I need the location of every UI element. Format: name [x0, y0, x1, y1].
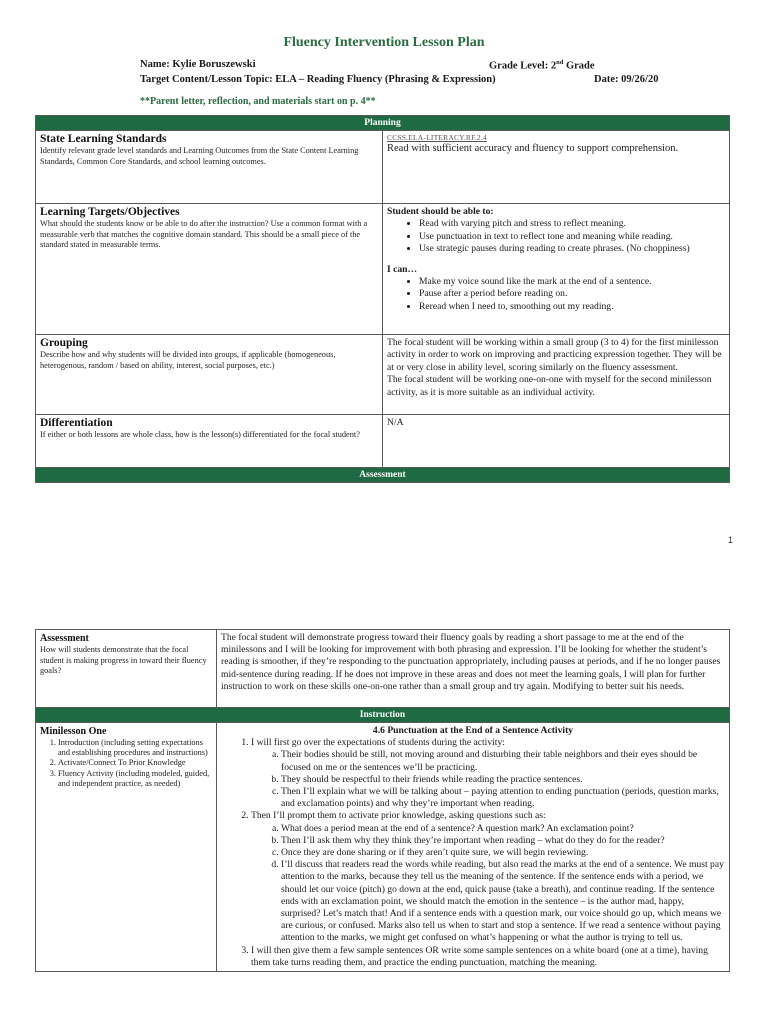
grade-level — [489, 59, 595, 72]
list-item: 1. Introduction (including setting expectations and establishing procedures and instructions) — [58, 738, 212, 758]
minilesson-heading: Minilesson One — [40, 726, 107, 737]
activity-title: 4.6 Punctuation at the End of a Sentence Activity — [372, 725, 574, 736]
grouping-paragraph-2: The focal student will be working one-on-one with myself for the second minilesson activity, as it is more suitable as an individual activity. — [387, 374, 712, 398]
assessment-content-cell — [217, 630, 730, 708]
minilesson-label-cell — [36, 723, 217, 972]
list-item: 2. Activate/Connect To Prior Knowledge — [58, 758, 212, 768]
page-number: 1 — [728, 535, 734, 545]
list-item: • Reread when I need to, smoothing out my reading. — [419, 301, 725, 313]
targets-description: What should the students know or be able to do after the instruction? Use a common format with a measurable verb that matches the cognitive domain standard. This should be a small piece of the standard stated in measurable terms. — [40, 219, 368, 249]
list-item: c. Once they are done sharing or if they aren’t quite sure, we will begin reviewing. — [281, 847, 725, 859]
grouping-paragraph-1: The focal student will be working within a small group (3 to 4) for the first minilesson activity in order to work on improving and practicing expression together. They will be at or very close in ability level, scoring similarly on the fluency assessment. — [387, 337, 722, 373]
step-text: Then I’ll prompt them to activate prior knowledge, asking questions such as: — [251, 810, 546, 822]
differentiation-text: N/A — [387, 417, 404, 428]
standard-code: CCSS.ELA-LITERACY.RF.2.4 — [387, 133, 487, 142]
grouping-content-cell — [383, 335, 730, 415]
parent-note: **Parent letter, reflection, and materials start on p. 4** — [140, 96, 376, 107]
differentiation-description: If either or both lessons are whole class, how is the lesson(s) differentiated for the focal student? — [40, 430, 360, 439]
list-item: • Use strategic pauses during reading to create phrases. (No choppiness) — [419, 243, 725, 255]
student-name: Name: Kylie Boruszewski — [140, 59, 256, 70]
assessment-heading: Assessment — [40, 633, 89, 644]
lesson-topic: Target Content/Lesson Topic: ELA – Reading Fluency (Phrasing & Expression) — [140, 74, 496, 85]
ican-heading: I can… — [387, 263, 418, 275]
list-item — [251, 810, 725, 944]
minilesson-steps-list — [40, 738, 212, 789]
grouping-heading: Grouping — [40, 337, 88, 349]
grade-level-sup: nd — [556, 59, 564, 66]
assessment-label-cell — [36, 630, 217, 708]
sub-list — [251, 749, 725, 810]
list-item: c. Then I’ll explain what we will be talking about – paying attention to ending punctuation (periods, question marks, and exclamation points) and why they’re important when reading. — [281, 786, 725, 810]
assessment-section-bar: Assessment — [36, 468, 730, 483]
planning-table — [35, 115, 730, 483]
list-item: b. They should be respectful to their friends while reading the practice sentences. — [281, 774, 725, 786]
targets-intro: Student should be able to: — [387, 206, 494, 217]
sub-list — [251, 823, 725, 945]
grade-level-suffix: Grade — [563, 60, 595, 72]
instruction-table — [35, 629, 730, 972]
list-item: • Make my voice sound like the mark at the end of a sentence. — [419, 276, 725, 288]
grouping-label-cell — [36, 335, 383, 415]
list-item: 3. I will then give them a few sample sentences OR write some sample sentences on a white board (one at a time), having them take turns reading them, and practice the ending punctuation, matching the meaning. — [251, 945, 725, 969]
targets-label-cell — [36, 204, 383, 335]
differentiation-content-cell — [383, 415, 730, 468]
list-item: a. Their bodies should be still, not moving around and disturbing their table neighbors and their eyes should be focused on me or the sentences we’ll be practicing. — [281, 749, 725, 773]
standard-text: Read with sufficient accuracy and fluency to support comprehension. — [387, 143, 679, 154]
differentiation-heading: Differentiation — [40, 417, 113, 429]
lesson-date: Date: 09/26/20 — [594, 74, 659, 85]
targets-list — [387, 218, 725, 255]
targets-content-cell — [383, 204, 730, 335]
list-item: a. What does a period mean at the end of a sentence? A question mark? An exclamation point? — [281, 823, 725, 835]
list-item: d. I’ll discuss that readers read the words while reading, but also read the marks at the end of a sentence. We must pay attention to the marks, because they tell us the meaning of the sentence. If the sentence ends with a period, we should let our voice (pitch) go down at the end, quick pause (take a breath), and continue reading. If the sentence ends with an exclamation point, we should match the emotion in the sentence – is the author mad, happy, surprised? Let’s match that! And if a sentence ends with a question mark, our voice should go up, which means we are curious, or confused. Marks also tell us when to start and stop a sentence. If we read a sentence without paying attention to the marks, we might get confused on what’s happening or what the author is trying to tell us. — [281, 859, 725, 944]
minilesson-content-cell — [217, 723, 730, 972]
standards-content-cell — [383, 131, 730, 204]
assessment-description: How will students demonstrate that the focal student is making progress in toward their fluency goals? — [40, 645, 207, 675]
activity-steps-list — [221, 737, 725, 969]
assessment-text: The focal student will demonstrate progress toward their fluency goals by reading a short passage to me at the end of the minilessons and I will be looking for improvement with both phrasing and expression. I’ll be looking for whether the student’s reading is smoother, if they’re responding to the punctuation appropriately, including pauses at periods, and if he no longer pauses mid-sentence during reading. If he does not improve in these areas and does not meet the learning goals, I will plan for further instruction to work on these skills one-on-one rather than a small group and try again. Modifying to better suit his needs. — [221, 632, 721, 692]
planning-section-bar: Planning — [36, 116, 730, 131]
grade-level-prefix: Grade Level: 2 — [489, 60, 557, 72]
standards-description: Identify relevant grade level standards and Learning Outcomes from the State Content Learning Standards, Common Core Standards, and school learning outcomes. — [40, 146, 359, 166]
page-title: Fluency Intervention Lesson Plan — [283, 35, 485, 50]
step-text: I will first go over the expectations of students during the activity: — [251, 737, 505, 749]
differentiation-label-cell — [36, 415, 383, 468]
ican-list — [387, 276, 725, 313]
list-item: b. Then I’ll ask them why they think they’re important when reading – what do they do for the reader? — [281, 835, 725, 847]
list-item: • Read with varying pitch and stress to reflect meaning. — [419, 218, 725, 230]
standards-heading: State Learning Standards — [40, 133, 167, 145]
list-item: • Pause after a period before reading on. — [419, 288, 725, 300]
list-item — [251, 737, 725, 810]
list-item: 3. Fluency Activity (including modeled, guided, and independent practice, as needed) — [58, 769, 212, 789]
list-item: • Use punctuation in text to reflect tone and meaning while reading. — [419, 231, 725, 243]
targets-heading: Learning Targets/Objectives — [40, 206, 180, 218]
standards-label-cell — [36, 131, 383, 204]
instruction-section-bar: Instruction — [36, 708, 730, 723]
grouping-description: Describe how and why students will be divided into groups, if applicable (homogeneous, heterogenous, random / based on ability, interest, social purposes, etc.) — [40, 350, 336, 370]
